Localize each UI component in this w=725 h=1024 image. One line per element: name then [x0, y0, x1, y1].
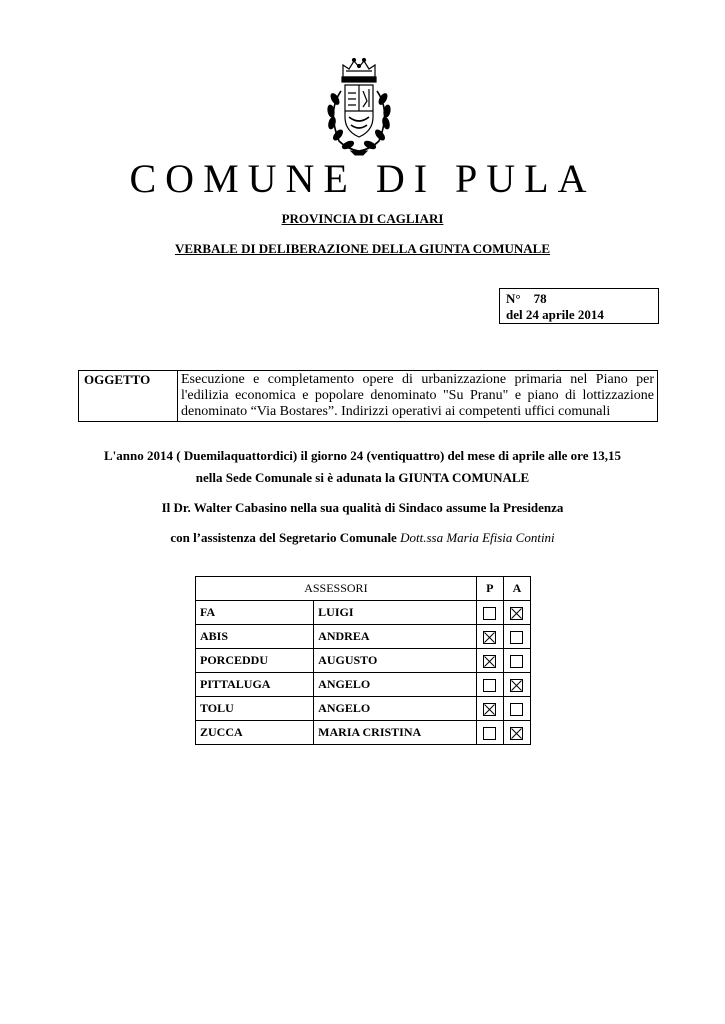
- assente-cell: [503, 625, 530, 649]
- assessore-nome: LUIGI: [314, 601, 477, 625]
- secretary-name: Dott.ssa Maria Efisia Contini: [400, 530, 555, 545]
- delibera-number: N° 78: [506, 291, 547, 306]
- coat-of-arms-emblem: [313, 55, 405, 157]
- assente-cell: [503, 697, 530, 721]
- presente-checkbox[interactable]: [483, 655, 496, 668]
- assente-cell: [503, 601, 530, 625]
- presente-checkbox[interactable]: [483, 607, 496, 620]
- assente-checkbox[interactable]: [510, 703, 523, 716]
- assessore-nome: MARIA CRISTINA: [314, 721, 477, 745]
- presente-checkbox[interactable]: [483, 631, 496, 644]
- assessore-row: [196, 697, 531, 721]
- assessori-body: [196, 601, 531, 745]
- assessori-header: ASSESSORI: [196, 577, 477, 601]
- assessore-row: [196, 649, 531, 673]
- presidency-line: Il Dr. Walter Cabasino nella sua qualità di Sindaco assume la Presidenza: [161, 500, 564, 515]
- assessore-nome: ANGELO: [314, 697, 477, 721]
- assessori-table: [195, 576, 531, 745]
- assente-checkbox[interactable]: [510, 679, 523, 692]
- assessore-cognome: PITTALUGA: [196, 673, 314, 697]
- session-place-line: nella Sede Comunale si è adunata la GIUNTA COMUNALE: [195, 470, 530, 485]
- session-date-line: L'anno 2014 ( Duemilaquattordici) il giorno 24 (ventiquattro) del mese di aprile alle ore 13,15: [104, 448, 621, 463]
- delibera-number-box: [499, 288, 659, 324]
- assessore-row: [196, 625, 531, 649]
- presente-cell: [476, 601, 503, 625]
- shield-icon: [345, 85, 373, 137]
- comune-title: COMUNE DI PULA: [129, 156, 596, 201]
- assessore-nome: AUGUSTO: [314, 649, 477, 673]
- assessore-nome: ANDREA: [314, 625, 477, 649]
- oggetto-row: [79, 371, 658, 422]
- assessore-cognome: ABIS: [196, 625, 314, 649]
- delibera-date: del 24 aprile 2014: [506, 307, 604, 322]
- assente-checkbox[interactable]: [510, 727, 523, 740]
- oggetto-text: Esecuzione e completamento opere di urbanizzazione primaria nel Piano per l'edilizia economica e popolare denominato "Su Pranu" e piano di lottizzazione denominato “Via Bostares”. Indirizzi operativi ai competenti uffici comunali: [178, 371, 658, 422]
- assessori-header-row: [196, 577, 531, 601]
- assente-cell: [503, 673, 530, 697]
- assente-cell: [503, 649, 530, 673]
- assessore-cognome: TOLU: [196, 697, 314, 721]
- presente-cell: [476, 625, 503, 649]
- assente-checkbox[interactable]: [510, 631, 523, 644]
- assente-checkbox[interactable]: [510, 607, 523, 620]
- assessore-cognome: FA: [196, 601, 314, 625]
- presente-cell: [476, 721, 503, 745]
- assessore-row: [196, 721, 531, 745]
- verbale-heading: VERBALE DI DELIBERAZIONE DELLA GIUNTA COMUNALE: [174, 241, 551, 256]
- presente-checkbox[interactable]: [483, 727, 496, 740]
- presente-checkbox[interactable]: [483, 703, 496, 716]
- presente-cell: [476, 697, 503, 721]
- presente-cell: [476, 649, 503, 673]
- assessore-row: [196, 601, 531, 625]
- secretary-prefix: con l’assistenza del Segretario Comunale: [170, 530, 397, 545]
- crown-icon: [342, 59, 376, 83]
- assessore-cognome: ZUCCA: [196, 721, 314, 745]
- assente-checkbox[interactable]: [510, 655, 523, 668]
- presente-checkbox[interactable]: [483, 679, 496, 692]
- presente-cell: [476, 673, 503, 697]
- assente-cell: [503, 721, 530, 745]
- assente-header: A: [503, 577, 530, 601]
- oggetto-table: [78, 370, 658, 422]
- oggetto-label: OGGETTO: [79, 371, 178, 422]
- assessore-cognome: PORCEDDU: [196, 649, 314, 673]
- assessore-nome: ANGELO: [314, 673, 477, 697]
- provincia-heading: PROVINCIA DI CAGLIARI: [281, 211, 444, 226]
- assessore-row: [196, 673, 531, 697]
- presente-header: P: [476, 577, 503, 601]
- secretary-line: [0, 530, 725, 546]
